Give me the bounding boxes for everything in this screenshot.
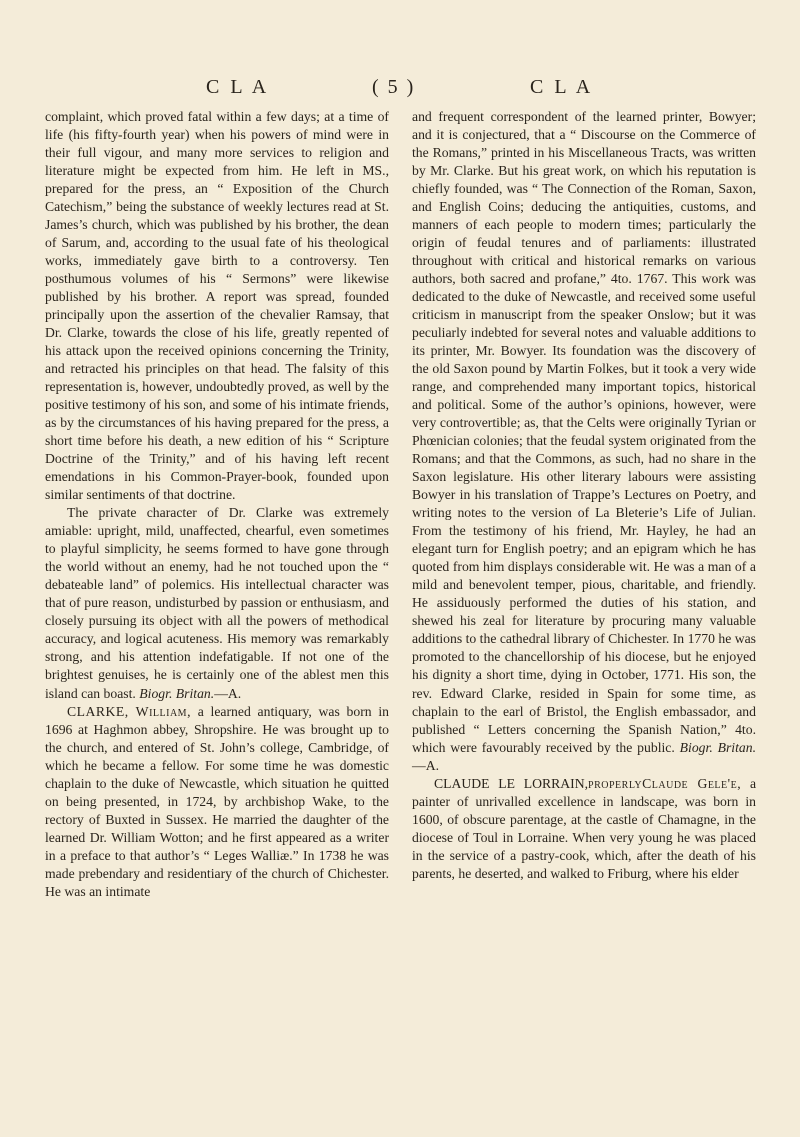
- left-paragraph-2-text: The private character of Dr. Clarke was extremely amiable: upright, mild, unaffected, chearful, even sometimes to playful simplicity, he seems formed to have gone through the world without an enemy, had he not touched upon the “ debateable land” of polemics. His intellectual character was that of pure reason, undisturbed by passion or enthusiasm, and closely pursuing its object with all the powers of methodical accuracy, and logical acuteness. His memory was remarkably strong, and his attention indefatigable. If not one of the brightest genuises, he is certainly one of the ablest men this island can boast.: [45, 505, 389, 701]
- right-paragraph-1: [412, 108, 756, 775]
- source-citation: Biogr. Britan.: [679, 739, 757, 755]
- left-paragraph-2: [45, 504, 389, 702]
- running-header: [0, 76, 800, 100]
- entry-heading-claude-le-lorrain: CLAUDE LE LORRAIN,: [434, 775, 589, 791]
- right-column: [412, 108, 756, 883]
- right-paragraph-2: [412, 775, 756, 883]
- header-left: C L A: [206, 76, 270, 98]
- header-right: C L A: [530, 76, 594, 98]
- author-initial: —A.: [214, 685, 242, 701]
- page-number: ( 5 ): [372, 76, 416, 98]
- left-column: [45, 108, 389, 901]
- entry-heading-alt-name: properlyClaude Gele'e,: [588, 775, 742, 791]
- left-paragraph-1: complaint, which proved fatal within a few days; at a time of life (his fifty-fourth year) when his powers of mind were in their full vigour, and many more services to religion and literature might be expected from him. He left in MS., prepared for the press, an “ Exposition of the Church Catechism,” being the substance of weekly lectures read at St. James’s church, which was published by his brother, the dean of Sarum, and, according to the usual fate of his theological works, immediately gave birth to a controversy. Ten posthumous volumes of his “ Sermons” were likewise published by his brother. A report was spread, founded principally upon the assertion of the chevalier Ramsay, that Dr. Clarke, towards the close of his life, greatly repented of his attack upon the received opinions concerning the Trinity, and retracted his principles on that head. The falsity of this representation is, however, undoubtedly proved, as well by the positive testimony of his son, and some of his intimate friends, as by the circumstances of his having prepared for the press, a short time before his death, a new edition of his “ Scripture Doctrine of the Trinity,” and of his having left recent emendations in his Common-Prayer-book, founded upon similar sentiments of that doctrine.: [45, 109, 389, 503]
- right-paragraph-1-text: and frequent correspondent of the learned printer, Bowyer; and it is conjectured, that a “ Discourse on the Commerce of the Romans,” printed in his Miscellaneous Tracts, was written by Mr. Clarke. But his great work, on which his reputation is chiefly founded, was “ The Connection of the Roman, Saxon, and English Coins; deducing the antiquities, customs, and manners of each people to modern times; particularly the origin of feudal tenures and of parliaments: illustrated throughout with critical and historical remarks on various authors, both sacred and profane,” 4to. 1767. This work was dedicated to the duke of Newcastle, and received some useful criticism in manuscript from the speaker Onslow; but it was peculiarly indebted for several notes and valuable additions to its printer, Mr. Bowyer. Its foundation was the discovery of the old Saxon pound by Martin Folkes, but it took a very wide range, and comprehended many important topics, historical and political. Some of the author’s opinions, however, were very controvertible; as, that the Celts were originally Tyrian or Phœnician colonies; that the feudal system originated from the Romans; and that the Commons, as such, had no share in the Saxon legislature. His other literary labours were assisting Bowyer in his translation of Trappe’s Lectures on Poetry, and writing notes to the version of La Bleterie’s Life of Julian. From the testimony of his friend, Mr. Hayley, he had an elegant turn for English poetry; and an epigram which he has quoted from him displays considerable wit. He was a man of a mild and benevolent temper, pious, charitable, and friendly. He assiduously performed the duties of his station, and shewed his zeal for literature by procuring many valuable additions to the cathedral library of Chichester. In 1770 he was promoted to the chancellorship of his diocese, but he enjoyed his dignity a short time, dying in October, 1771. His son, the rev. Edward Clarke, resided in Spain for some time, as chaplain to the earl of Bristol, the English embassador, and published “ Letters concerning the Spanish Nation,” 4to. which were favourably received by the public.: [412, 109, 756, 755]
- left-paragraph-3: [45, 703, 389, 901]
- author-initial: —A.: [412, 757, 439, 773]
- source-citation: Biogr. Britan.: [139, 685, 215, 701]
- left-paragraph-3-text: a learned antiquary, was born in 1696 at Haghmon abbey, Shropshire. He was brought up to the church, and entered of St. John’s college, Cambridge, of which he became a fellow. For some time he was domestic chaplain to the duke of Newcastle, which situation he quitted on being presented, in 1724, by archbishop Wake, to the rectory of Buxted in Sussex. He married the daughter of the learned Dr. William Wotton; and he first appeared as a writer in a preface to that author’s “ Leges Walliæ.” In 1738 he was made prebendary and residentiary of the church of Chichester. He was an intimate: [45, 703, 389, 899]
- entry-heading-clarke-william: CLARKE, William,: [67, 703, 191, 719]
- right-paragraph-2-text: a painter of unrivalled excellence in landscape, was born in 1600, of obscure parentage, at the castle of Chamagne, in the diocese of Toul in Lorraine. When very young he was placed in the service of a pastry-cook, which, after the death of his parents, he deserted, and walked to Friburg, where his elder: [412, 775, 757, 881]
